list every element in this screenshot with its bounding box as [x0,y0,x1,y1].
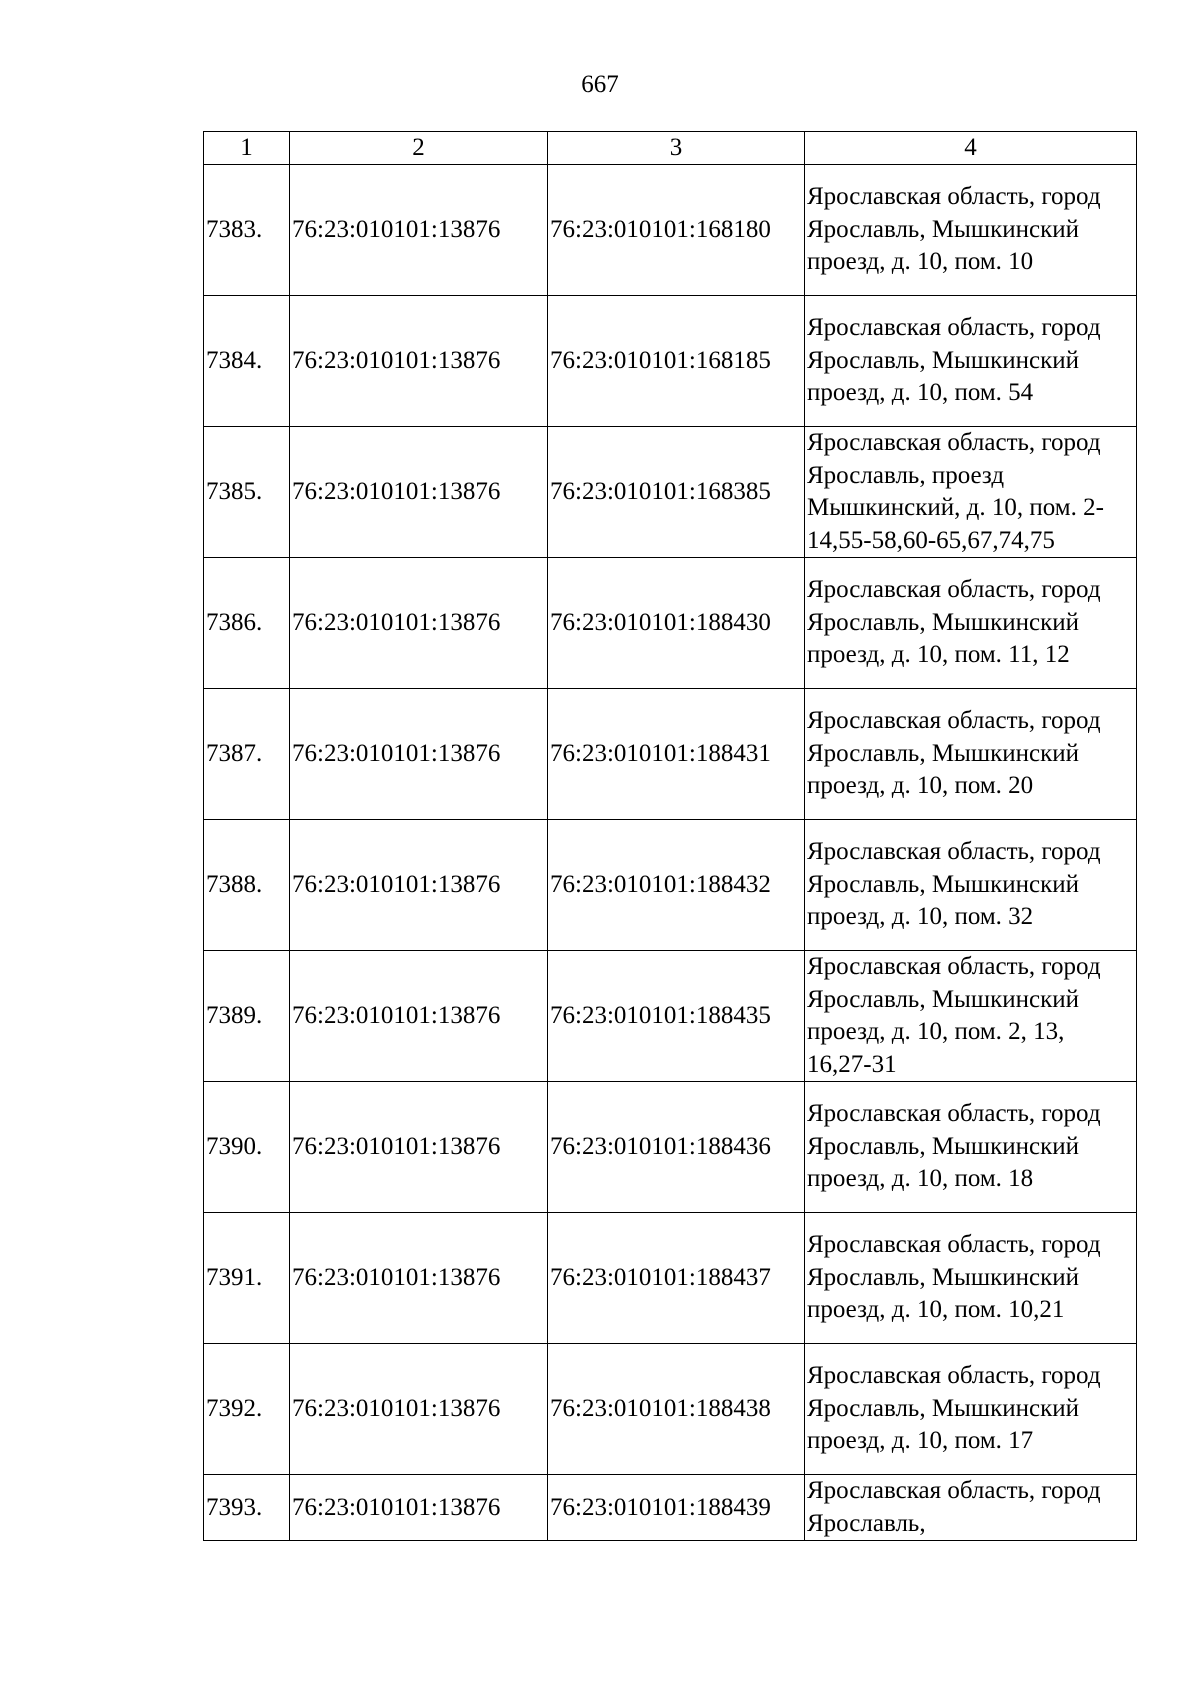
parent-cadastral-number: 76:23:010101:13876 [290,1475,548,1541]
table-row [204,1213,1137,1344]
table-row [204,1344,1137,1475]
column-header-4: 4 [805,132,1137,165]
row-number: 7385. [204,427,290,558]
parent-cadastral-number: 76:23:010101:13876 [290,820,548,951]
parent-cadastral-number: 76:23:010101:13876 [290,951,548,1082]
row-number: 7383. [204,165,290,296]
cadastral-number: 76:23:010101:188439 [548,1475,805,1541]
row-number: 7392. [204,1344,290,1475]
address: Ярославская область, город Ярославль, Мышкинский проезд, д. 10, пом. 11, 12 [805,558,1137,689]
table-row [204,1082,1137,1213]
row-number: 7386. [204,558,290,689]
address: Ярославская область, город Ярославль, проезд Мышкинский, д. 10, пом. 2-14,55-58,60-65,67,74,75 [805,427,1137,558]
row-number: 7390. [204,1082,290,1213]
cadastral-number: 76:23:010101:188432 [548,820,805,951]
cadastral-number: 76:23:010101:188435 [548,951,805,1082]
row-number: 7384. [204,296,290,427]
table-row [204,558,1137,689]
address: Ярославская область, город Ярославль, Мышкинский проезд, д. 10, пом. 10 [805,165,1137,296]
parent-cadastral-number: 76:23:010101:13876 [290,296,548,427]
address: Ярославская область, город Ярославль, Мышкинский проезд, д. 10, пом. 20 [805,689,1137,820]
parent-cadastral-number: 76:23:010101:13876 [290,558,548,689]
row-number: 7389. [204,951,290,1082]
table-row [204,689,1137,820]
table-row [204,296,1137,427]
cadastral-number: 76:23:010101:168385 [548,427,805,558]
address: Ярославская область, город Ярославль, Мышкинский проезд, д. 10, пом. 17 [805,1344,1137,1475]
column-header-1: 1 [204,132,290,165]
registry-table [203,131,1137,1541]
address: Ярославская область, город Ярославль, Мышкинский проезд, д. 10, пом. 10,21 [805,1213,1137,1344]
table-row [204,1475,1137,1541]
row-number: 7391. [204,1213,290,1344]
table-row [204,820,1137,951]
cadastral-number: 76:23:010101:188430 [548,558,805,689]
table-row [204,427,1137,558]
parent-cadastral-number: 76:23:010101:13876 [290,689,548,820]
cadastral-number: 76:23:010101:188436 [548,1082,805,1213]
header-row [204,132,1137,165]
cadastral-number: 76:23:010101:188437 [548,1213,805,1344]
cadastral-number: 76:23:010101:168185 [548,296,805,427]
row-number: 7388. [204,820,290,951]
page-number: 667 [581,71,619,98]
row-number: 7393. [204,1475,290,1541]
table-row [204,951,1137,1082]
parent-cadastral-number: 76:23:010101:13876 [290,1082,548,1213]
parent-cadastral-number: 76:23:010101:13876 [290,165,548,296]
parent-cadastral-number: 76:23:010101:13876 [290,1213,548,1344]
table-row [204,165,1137,296]
cadastral-number: 76:23:010101:188431 [548,689,805,820]
address: Ярославская область, город Ярославль, [805,1475,1137,1541]
address: Ярославская область, город Ярославль, Мышкинский проезд, д. 10, пом. 2, 13, 16,27-31 [805,951,1137,1082]
column-header-2: 2 [290,132,548,165]
parent-cadastral-number: 76:23:010101:13876 [290,1344,548,1475]
parent-cadastral-number: 76:23:010101:13876 [290,427,548,558]
address: Ярославская область, город Ярославль, Мышкинский проезд, д. 10, пом. 18 [805,1082,1137,1213]
address: Ярославская область, город Ярославль, Мышкинский проезд, д. 10, пом. 54 [805,296,1137,427]
column-header-3: 3 [548,132,805,165]
row-number: 7387. [204,689,290,820]
cadastral-number: 76:23:010101:168180 [548,165,805,296]
address: Ярославская область, город Ярославль, Мышкинский проезд, д. 10, пом. 32 [805,820,1137,951]
cadastral-number: 76:23:010101:188438 [548,1344,805,1475]
